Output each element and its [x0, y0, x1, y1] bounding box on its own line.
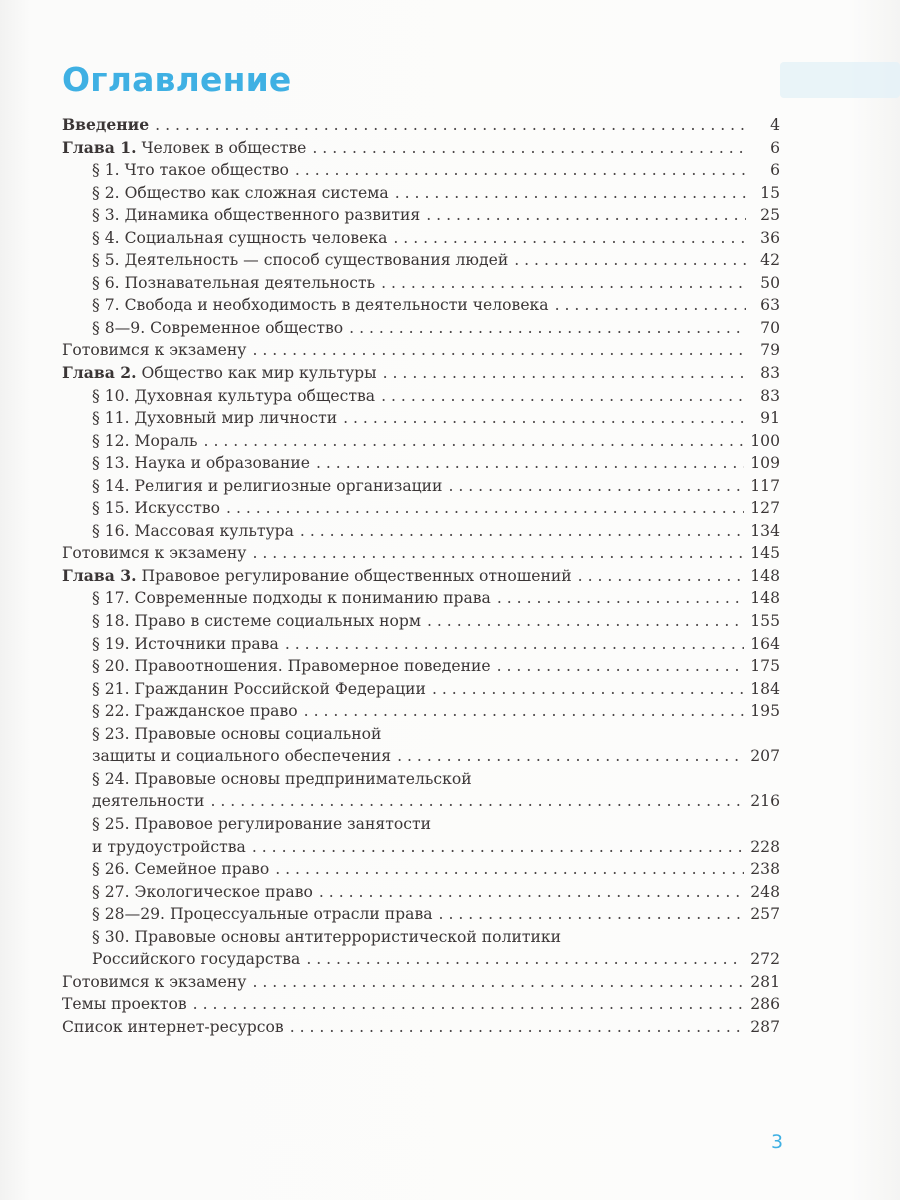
toc-entry-page: 100: [750, 431, 780, 450]
dot-leader: [383, 362, 746, 385]
toc-entry[interactable]: [62, 137, 780, 160]
toc-entry-page: 195: [750, 702, 780, 721]
toc-entry[interactable]: [62, 497, 780, 520]
toc-entry[interactable]: [62, 249, 780, 272]
toc-entry-text: § 17. Современные подходы к пониманию права: [92, 589, 491, 608]
toc-entry-text: § 27. Экологическое право: [92, 882, 313, 901]
toc-entry[interactable]: [62, 587, 780, 610]
toc-entry-page: 281: [750, 972, 780, 991]
toc-entry-page: 175: [750, 657, 780, 676]
toc-entry-page: 145: [750, 544, 780, 563]
toc-entry[interactable]: [62, 1016, 780, 1039]
dot-leader: [497, 587, 744, 610]
dot-leader: [427, 610, 744, 633]
toc-entry-label: [92, 745, 391, 768]
toc-entry-page: 79: [760, 341, 780, 360]
toc-entry-label: [62, 137, 306, 160]
toc-entry-page: 228: [750, 837, 780, 856]
toc-entry-label: [92, 497, 220, 520]
toc-entry-page: 83: [760, 386, 780, 405]
toc-entry-label: [92, 768, 472, 791]
toc-entry-page: 109: [750, 454, 780, 473]
toc-entry-label: [92, 430, 198, 453]
toc-entry-label: [92, 249, 508, 272]
dot-leader: [448, 475, 744, 498]
dot-leader: [304, 700, 745, 723]
toc-entry-label: [92, 452, 310, 475]
toc-entry-label: [92, 881, 313, 904]
toc-entry[interactable]: [62, 227, 780, 250]
toc-entry-label: [92, 700, 298, 723]
toc-entry-text: § 12. Мораль: [92, 431, 198, 450]
toc-entry[interactable]: [62, 475, 780, 498]
toc-entry[interactable]: [62, 881, 780, 904]
toc-entry-page: 70: [760, 318, 780, 337]
toc-entry-text: § 22. Гражданское право: [92, 702, 298, 721]
toc-entry[interactable]: [62, 565, 780, 588]
dot-leader: [252, 971, 744, 994]
toc-entry[interactable]: [62, 790, 780, 813]
toc-entry-label: [92, 272, 375, 295]
toc-entry-label: [62, 1016, 284, 1039]
toc-entry[interactable]: [62, 993, 780, 1016]
toc-entry-label: [92, 385, 375, 408]
toc-entry-label: [92, 633, 279, 656]
toc-entry-page: 272: [750, 950, 780, 969]
toc-entry-text: Список интернет-ресурсов: [62, 1017, 284, 1036]
toc-entry-page: 134: [750, 521, 780, 540]
toc-entry-label: [92, 813, 431, 836]
dot-leader: [393, 227, 746, 250]
toc-entry-page: 164: [750, 634, 780, 653]
toc-entry-label: [92, 159, 289, 182]
toc-entry[interactable]: [62, 114, 780, 137]
toc-entry[interactable]: [62, 520, 780, 543]
toc-entry-text: Готовимся к экзамену: [62, 341, 247, 360]
toc-entry[interactable]: [62, 745, 780, 768]
toc-entry-text: § 16. Массовая культура: [92, 521, 294, 540]
dot-leader: [432, 678, 744, 701]
toc-entry[interactable]: [62, 610, 780, 633]
toc-entry[interactable]: [62, 633, 780, 656]
toc-entry-label: [92, 407, 337, 430]
toc-entry-page: 148: [750, 566, 780, 585]
toc-entry-text: Человек в обществе: [136, 138, 307, 157]
toc-entry-label: [92, 587, 491, 610]
dot-leader: [193, 993, 745, 1016]
dot-leader: [426, 204, 746, 227]
toc-entry-page: 50: [760, 273, 780, 292]
toc-entry-text: § 26. Семейное право: [92, 860, 270, 879]
dot-leader: [312, 137, 746, 160]
toc-entry-page: 287: [750, 1017, 780, 1036]
toc-entry[interactable]: [62, 452, 780, 475]
dot-leader: [578, 565, 745, 588]
chapter-prefix: Глава 2.: [62, 363, 137, 383]
toc-entry-text: § 30. Правовые основы антитеррористической политики: [92, 927, 562, 946]
dot-leader: [395, 182, 746, 205]
toc-entry-text: § 24. Правовые основы предпринимательской: [92, 769, 472, 788]
dot-leader: [226, 497, 744, 520]
toc-entry-label: [92, 294, 549, 317]
toc-entry-text: § 7. Свобода и необходимость в деятельности человека: [92, 296, 549, 315]
toc-entry-label: [92, 610, 421, 633]
toc-entry-text: § 20. Правоотношения. Правомерное поведение: [92, 657, 491, 676]
toc-entry-page: 127: [750, 499, 780, 518]
dot-leader: [316, 452, 744, 475]
toc-entry[interactable]: [62, 858, 780, 881]
dot-leader: [514, 249, 746, 272]
toc-entry-label: [92, 475, 442, 498]
toc-entry-label: [62, 362, 377, 385]
toc-entry-text: § 19. Источники права: [92, 634, 279, 653]
bleed-through-heading: [780, 62, 900, 98]
toc-entry-label: [62, 114, 149, 137]
toc-entry-label: [92, 317, 343, 340]
toc-entry-text: Российского государства: [92, 950, 301, 969]
toc-entry-page: 6: [770, 138, 780, 157]
toc-entry-text: § 25. Правовое регулирование занятости: [92, 814, 431, 833]
toc-entry[interactable]: [62, 655, 780, 678]
toc-entry-label: [62, 565, 572, 588]
toc-entry[interactable]: [62, 272, 780, 295]
chapter-prefix: Введение: [62, 115, 150, 134]
toc-entry-page: 257: [750, 905, 780, 924]
toc-entry[interactable]: [62, 204, 780, 227]
toc-entry-text: § 3. Динамика общественного развития: [92, 206, 421, 225]
toc-entry-label: [92, 204, 420, 227]
toc-entry-page: 91: [760, 409, 780, 428]
toc-entry-page: 216: [750, 792, 780, 811]
toc-entry[interactable]: [62, 723, 780, 746]
toc-entry-page: 83: [760, 364, 780, 383]
toc-entry[interactable]: [62, 813, 780, 836]
toc-entry[interactable]: [62, 430, 780, 453]
dot-leader: [204, 430, 745, 453]
toc-entry-page: 4: [770, 116, 780, 134]
toc-entry[interactable]: [62, 678, 780, 701]
page-title: Оглавление: [62, 60, 292, 99]
toc-entry[interactable]: [62, 385, 780, 408]
toc-entry-label: [92, 723, 381, 746]
toc-entry-page: 238: [750, 860, 780, 879]
dot-leader: [155, 114, 746, 137]
dot-leader: [306, 948, 744, 971]
toc-entry-label: [92, 926, 561, 949]
chapter-prefix: Глава 3.: [62, 565, 137, 585]
toc-entry-text: § 23. Правовые основы социальной: [92, 724, 382, 743]
dot-leader: [295, 159, 746, 182]
toc-entry-label: [92, 836, 246, 859]
toc-entry-label: [92, 858, 269, 881]
toc-entry-text: Готовимся к экзамену: [62, 972, 247, 991]
toc-entry-page: 148: [750, 589, 780, 608]
toc-entry[interactable]: [62, 339, 780, 362]
toc-entry-label: [92, 948, 300, 971]
toc-entry-label: [62, 339, 246, 362]
toc-entry-page: 25: [760, 206, 780, 225]
dot-leader: [252, 836, 744, 859]
toc-entry-text: § 11. Духовный мир личности: [92, 409, 338, 428]
toc-entry-page: 184: [750, 679, 780, 698]
toc-entry[interactable]: [62, 407, 780, 430]
toc-entry[interactable]: [62, 182, 780, 205]
toc-entry-text: Правовое регулирование общественных отношений: [136, 566, 572, 585]
dot-leader: [381, 272, 746, 295]
toc-entry-page: 36: [760, 228, 780, 247]
toc-entry-text: § 18. Право в системе социальных норм: [92, 612, 421, 631]
toc-entry-text: Темы проектов: [62, 995, 187, 1014]
toc-entry-text: § 15. Искусство: [92, 499, 221, 518]
chapter-prefix: Глава 1.: [62, 137, 137, 157]
table-of-contents: [62, 114, 780, 1038]
toc-entry-page: 42: [760, 251, 780, 270]
dot-leader: [252, 542, 744, 565]
toc-entry-label: [92, 655, 491, 678]
toc-entry-label: [92, 227, 387, 250]
toc-entry-text: Общество как мир культуры: [136, 364, 377, 383]
dot-leader: [275, 858, 744, 881]
dot-leader: [439, 903, 745, 926]
toc-entry[interactable]: [62, 542, 780, 565]
toc-entry[interactable]: [62, 948, 780, 971]
toc-entry-label: [92, 790, 204, 813]
dot-leader: [555, 294, 746, 317]
toc-entry[interactable]: [62, 700, 780, 723]
toc-entry[interactable]: [62, 768, 780, 791]
toc-entry-page: 155: [750, 612, 780, 631]
toc-entry[interactable]: [62, 971, 780, 994]
toc-entry-text: защиты и социального обеспечения: [92, 747, 392, 766]
dot-leader: [381, 385, 746, 408]
toc-entry-page: 63: [760, 296, 780, 315]
dot-leader: [349, 317, 746, 340]
toc-entry-text: § 6. Познавательная деятельность: [92, 273, 376, 292]
toc-entry-text: § 4. Социальная сущность человека: [92, 228, 388, 247]
toc-entry-text: и трудоустройства: [92, 837, 246, 856]
dot-leader: [285, 633, 744, 656]
toc-entry-page: 248: [750, 882, 780, 901]
toc-entry-text: § 8—9. Современное общество: [92, 318, 344, 337]
toc-entry-page: 117: [750, 476, 780, 495]
toc-entry-page: 15: [760, 183, 780, 202]
toc-entry-label: [92, 903, 433, 926]
dot-leader: [210, 790, 744, 813]
dot-leader: [252, 339, 746, 362]
toc-entry[interactable]: [62, 362, 780, 385]
toc-entry-page: 207: [750, 747, 780, 766]
toc-entry[interactable]: [62, 294, 780, 317]
toc-entry-text: § 28—29. Процессуальные отрасли права: [92, 905, 433, 924]
dot-leader: [290, 1016, 745, 1039]
toc-entry-text: Готовимся к экзамену: [62, 544, 247, 563]
toc-entry[interactable]: [62, 836, 780, 859]
dot-leader: [397, 745, 744, 768]
toc-entry-text: § 1. Что такое общество: [92, 161, 289, 180]
toc-entry[interactable]: [62, 926, 780, 949]
toc-entry-page: 286: [750, 995, 780, 1014]
page-number: 3: [771, 1131, 784, 1153]
toc-entry-label: [62, 542, 246, 565]
toc-entry-page: 6: [770, 161, 780, 180]
toc-entry[interactable]: [62, 159, 780, 182]
toc-entry-text: § 13. Наука и образование: [92, 454, 310, 473]
toc-entry-text: деятельности: [92, 792, 205, 811]
toc-entry-text: § 21. Гражданин Российской Федерации: [92, 679, 426, 698]
toc-entry-label: [92, 678, 426, 701]
toc-entry[interactable]: [62, 317, 780, 340]
toc-entry-label: [92, 182, 389, 205]
dot-leader: [497, 655, 745, 678]
dot-leader: [300, 520, 744, 543]
toc-entry-label: [62, 993, 187, 1016]
toc-entry-text: § 2. Общество как сложная система: [92, 183, 389, 202]
toc-entry-text: § 5. Деятельность — способ существования людей: [92, 251, 509, 270]
dot-leader: [343, 407, 746, 430]
toc-entry-label: [62, 971, 246, 994]
toc-entry-label: [92, 520, 294, 543]
toc-entry[interactable]: [62, 903, 780, 926]
dot-leader: [319, 881, 744, 904]
toc-entry-text: § 10. Духовная культура общества: [92, 386, 376, 405]
toc-entry-text: § 14. Религия и религиозные организации: [92, 476, 443, 495]
